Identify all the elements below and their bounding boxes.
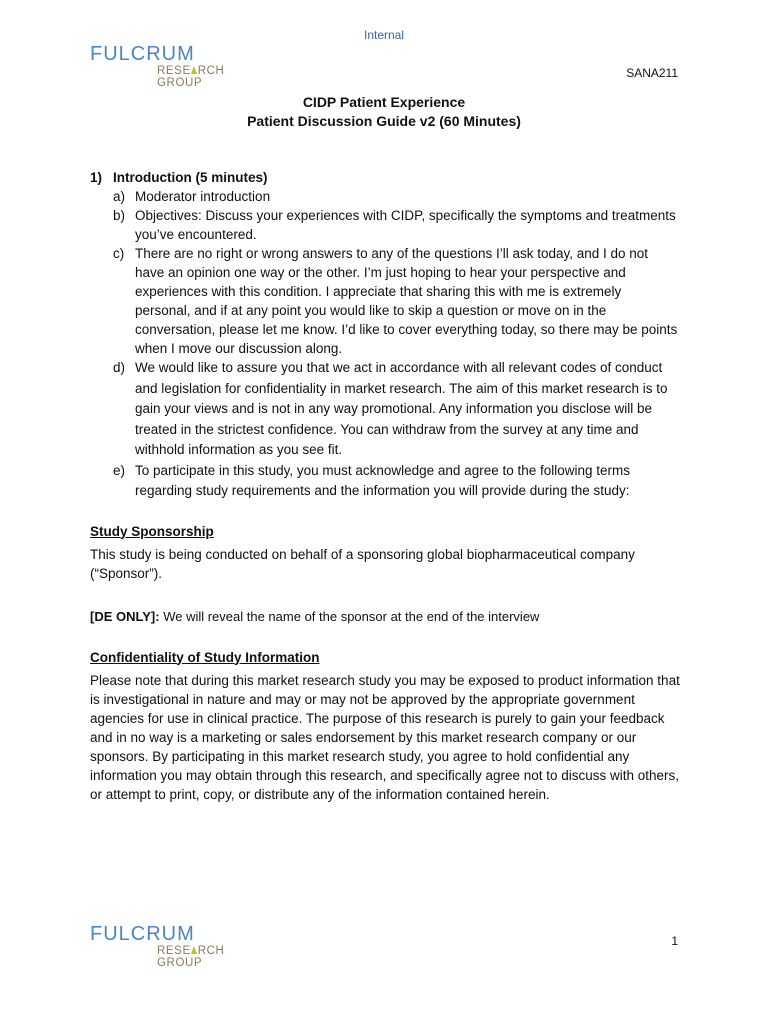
company-logo-footer [90,924,270,969]
section-heading-introduction [90,168,680,187]
logo-subtitle-part2: RCH GROUP [157,945,225,969]
document-code: SANA211 [626,66,678,80]
logo-wordmark: FULCRUM [90,923,195,945]
list-item [113,461,680,502]
de-only-note [90,607,680,626]
logo-triangle-icon [191,66,197,74]
section-heading-text: Introduction (5 minutes) [113,170,268,185]
list-item [113,358,680,461]
list-marker: b) [113,208,126,223]
classification-label: Internal [363,28,405,42]
confidentiality-text: Please note that during this market research study you may be exposed to product information that is investigational in nature and may or may not be approved by the appropriate government agencies for use in clinical practice. The purpose of this research is purely to gain your feedback and in no way is a marketing or sales endorsement by this market research company or our sponsors. By participating in this market research study, you agree to hold confidential any information you may obtain through this research, and specifically agree not to discuss with others, or attempt to print, copy, or distribute any of the information contained herein. [90,672,680,802]
de-only-text: We will reveal the name of the sponsor at the end of the interview [159,608,540,624]
list-marker: e) [113,462,126,478]
list-item-text: To participate in this study, you must acknowledge and agree to the following terms regarding study requirements and the information you will provide during the study: [135,462,631,498]
confidentiality-heading: Confidentiality of Study Information [90,649,320,665]
list-marker: c) [113,246,125,261]
logo-subtitle [157,945,270,969]
title-line-1: CIDP Patient Experience [302,94,466,110]
list-item-text: We would like to assure you that we act in accordance with all relevant codes of conduct and legislation for confidentiality in market research. The aim of this market research is to gain your views and is not in any way promotional. Any information you disclose will be treated in the strictest confidence. You can withdraw from the survey at any time and withhold information as you see fit. [135,360,668,457]
logo-wordmark: FULCRUM [90,43,195,65]
section-number: 1) [90,170,103,185]
logo-subtitle-part1: RESE [157,65,191,77]
list-item-text: Objectives: Discuss your experiences with CIDP, specifically the symptoms and treatments you’ve encountered. [135,208,676,242]
list-item-text: There are no right or wrong answers to any of the questions I’ll ask today, and I do not have an opinion one way or the other. I’m just hoping to hear your perspective and experiences with this condition. I appreciate that sharing this with me is extremely personal, and if at any point you would like to skip a question or move on in the conversation, please let me know. I’d like to cover everything today, so there may be points when I move our discussion along. [135,246,678,356]
list-item-text: Moderator introduction [135,189,271,204]
document-title [0,93,768,131]
list-item [113,244,680,358]
logo-triangle-icon [191,946,197,954]
list-marker: d) [113,360,126,375]
introduction-list [90,187,680,502]
sponsorship-heading: Study Sponsorship [90,523,214,539]
logo-subtitle-part2: RCH GROUP [157,65,225,89]
sponsorship-text: This study is being conducted on behalf of a sponsoring global biopharmaceutical company (“Sponsor”). [90,546,635,581]
de-only-label: [DE ONLY]: [90,608,160,624]
company-logo-header [90,44,270,89]
document-body [90,168,680,804]
list-marker: a) [113,189,126,204]
list-item [113,206,680,244]
logo-subtitle-part1: RESE [157,945,191,957]
page-number: 1 [671,934,678,948]
logo-subtitle [157,65,270,89]
title-line-2: Patient Discussion Guide v2 (60 Minutes) [247,113,521,129]
list-item [113,187,680,206]
